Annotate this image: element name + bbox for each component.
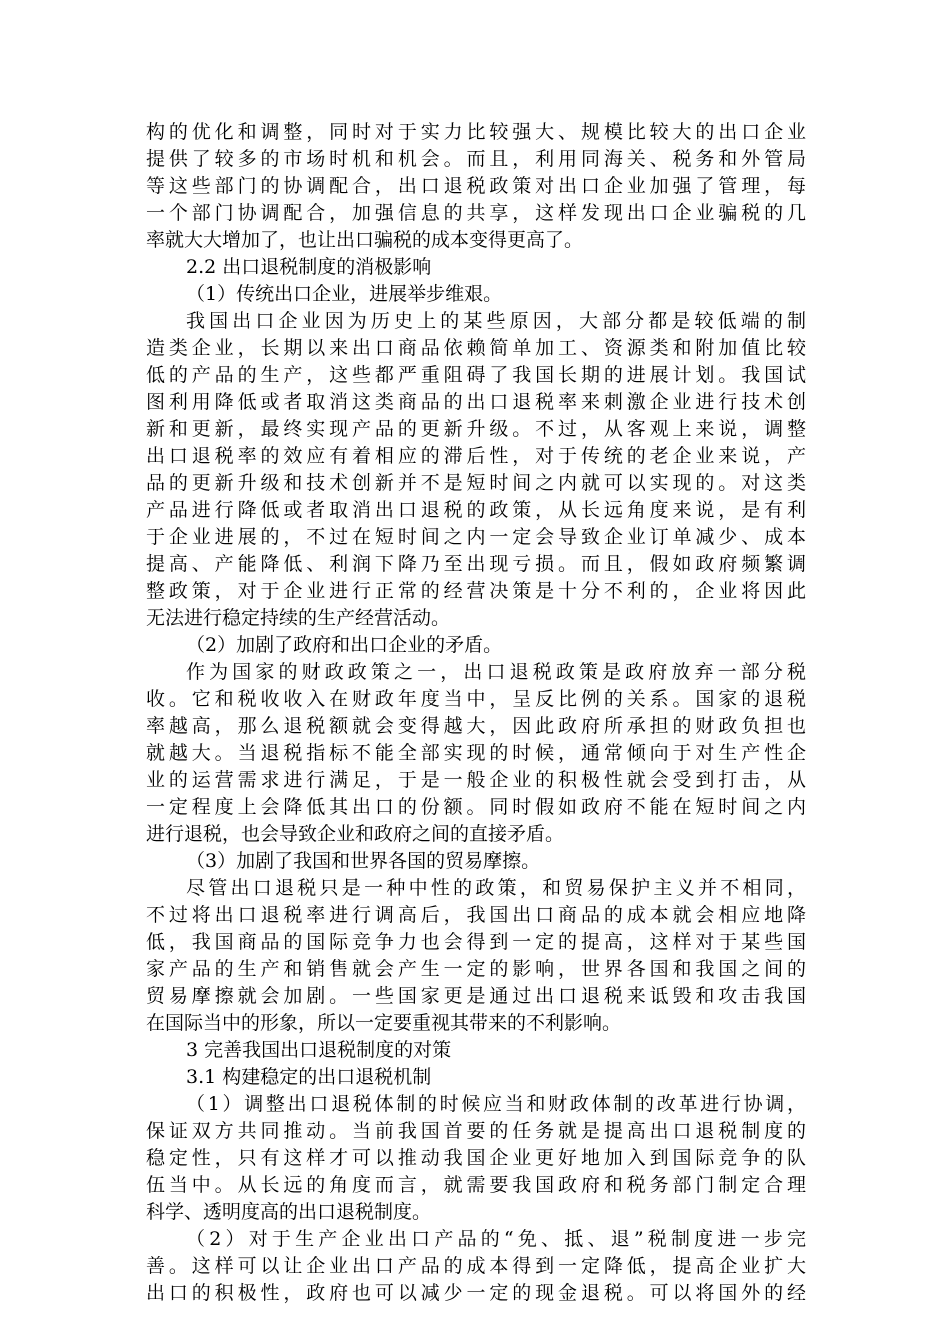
text-line: 提供了较多的市场时机和机会。而且，利用同海关、税务和外管局 bbox=[146, 148, 806, 170]
text-line: 一个部门协调配合，加强信息的共享，这样发现出口企业骗税的几 bbox=[146, 202, 806, 224]
text-line: 构的优化和调整，同时对于实力比较强大、规模比较大的出口企业 bbox=[146, 121, 806, 143]
text-line: 稳定性，只有这样才可以推动我国企业更好地加入到国际竞争的队 bbox=[146, 1147, 806, 1169]
text-line: 业的运营需求进行满足，于是一般企业的积极性就会受到打击，从 bbox=[146, 769, 806, 791]
text-line: 出口退税率的效应有着相应的滞后性，对于传统的老企业来说，产 bbox=[146, 445, 806, 467]
text-line: 低的产品的生产，这些都严重阻碍了我国长期的进展计划。我国试 bbox=[146, 364, 806, 386]
text-line: （1）传统出口企业，进展举步维艰。 bbox=[186, 283, 503, 305]
text-line: 伍当中。从长远的角度而言，就需要我国政府和税务部门制定合理 bbox=[146, 1174, 806, 1196]
text-line: 科学、透明度高的出口退税制度。 bbox=[146, 1201, 432, 1223]
text-line: 低，我国商品的国际竞争力也会得到一定的提高，这样对于某些国 bbox=[146, 931, 806, 953]
text-line: 3 完善我国出口退税制度的对策 bbox=[186, 1039, 452, 1061]
text-line: 不过将出口退税率进行调高后，我国出口商品的成本就会相应地降 bbox=[146, 904, 806, 926]
text-line: 家产品的生产和销售就会产生一定的影响，世界各国和我国之间的 bbox=[146, 958, 806, 980]
text-line: 品的更新升级和技术创新并不是短时间之内就可以实现的。对这类 bbox=[146, 472, 806, 494]
text-line: 造类企业，长期以来出口商品依赖简单加工、资源类和附加值比较 bbox=[146, 337, 806, 359]
text-line: 善。这样可以让企业出口产品的成本得到一定降低，提高企业扩大 bbox=[146, 1255, 806, 1277]
text-line: 产品进行降低或者取消出口退税的政策，从长远角度来说，是有利 bbox=[146, 499, 806, 521]
text-line: 保证双方共同推动。当前我国首要的任务就是提高出口退税制度的 bbox=[146, 1120, 806, 1142]
text-line: 提高、产能降低、利润下降乃至出现亏损。而且，假如政府频繁调 bbox=[146, 553, 806, 575]
text-line: 尽管出口退税只是一种中性的政策，和贸易保护主义并不相同， bbox=[186, 877, 806, 899]
text-line: 出口的积极性，政府也可以减少一定的现金退税。可以将国外的经 bbox=[146, 1282, 806, 1304]
text-line: 在国际当中的形象，所以一定要重视其带来的不利影响。 bbox=[146, 1012, 622, 1034]
document-page bbox=[146, 119, 816, 1307]
text-line: （1）调整出口退税体制的时候应当和财政体制的改革进行协调， bbox=[186, 1093, 806, 1115]
text-line: 我国出口企业因为历史上的某些原因，大部分都是较低端的制 bbox=[186, 310, 806, 332]
text-line: 图利用降低或者取消这类商品的出口退税率来刺激企业进行技术创 bbox=[146, 391, 806, 413]
text-line: （3）加剧了我国和世界各国的贸易摩擦。 bbox=[186, 850, 541, 872]
text-line: 率越高，那么退税额就会变得越大，因此政府所承担的财政负担也 bbox=[146, 715, 806, 737]
text-line: 3.1 构建稳定的出口退税机制 bbox=[186, 1066, 432, 1088]
text-line: 新和更新，最终实现产品的更新升级。不过，从客观上来说，调整 bbox=[146, 418, 806, 440]
text-line: （2）加剧了政府和出口企业的矛盾。 bbox=[186, 634, 503, 656]
text-line: 2.2 出口退税制度的消极影响 bbox=[186, 256, 432, 278]
text-line: 无法进行稳定持续的生产经营活动。 bbox=[146, 607, 451, 629]
text-line: 就越大。当退税指标不能全部实现的时候，通常倾向于对生产性企 bbox=[146, 742, 806, 764]
text-line: 等这些部门的协调配合，出口退税政策对出口企业加强了管理，每 bbox=[146, 175, 806, 197]
text-line: 一定程度上会降低其出口的份额。同时假如政府不能在短时间之内 bbox=[146, 796, 806, 818]
text-line: 于企业进展的，不过在短时间之内一定会导致企业订单减少、成本 bbox=[146, 526, 806, 548]
text-line: 作为国家的财政政策之一，出口退税政策是政府放弃一部分税 bbox=[186, 661, 806, 683]
text-line: 整政策，对于企业进行正常的经营决策是十分不利的，企业将因此 bbox=[146, 580, 806, 602]
text-line: 收。它和税收收入在财政年度当中，呈反比例的关系。国家的退税 bbox=[146, 688, 806, 710]
text-line: 率就大大增加了，也让出口骗税的成本变得更高了。 bbox=[146, 229, 584, 251]
text-line: （2）对于生产企业出口产品的“免、抵、退”税制度进一步完 bbox=[186, 1228, 806, 1250]
text-line: 贸易摩擦就会加剧。一些国家更是通过出口退税来诋毁和攻击我国 bbox=[146, 985, 806, 1007]
text-line: 进行退税，也会导致企业和政府之间的直接矛盾。 bbox=[146, 823, 565, 845]
